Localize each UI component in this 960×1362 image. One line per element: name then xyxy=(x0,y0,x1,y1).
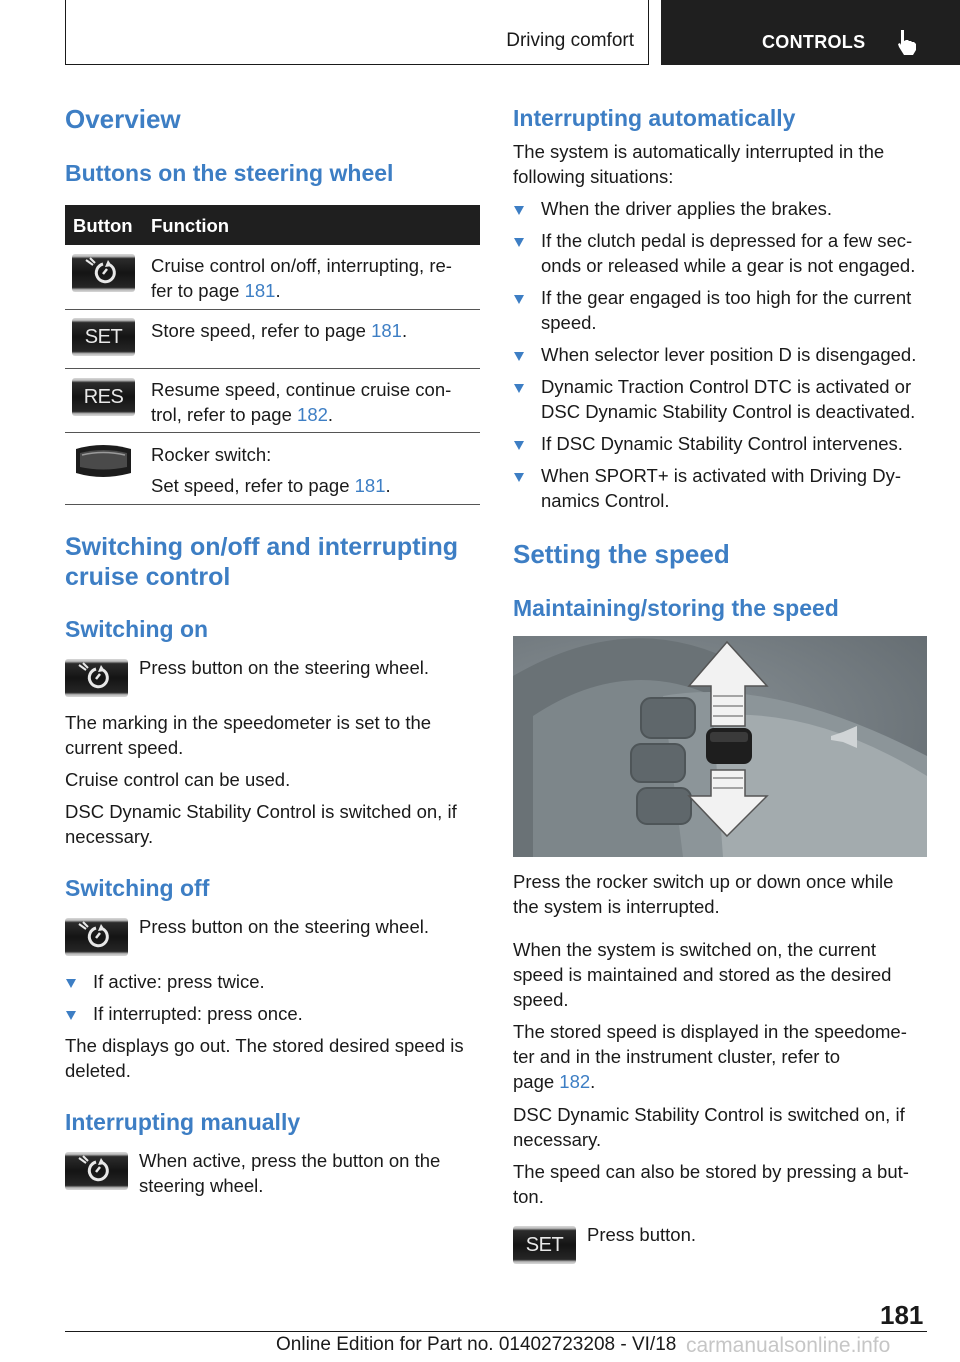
switching-off-bullet-2: If interrupted: press once. xyxy=(93,1003,303,1024)
cruise-control-icon xyxy=(72,254,135,292)
table-header xyxy=(65,205,480,245)
maintain-p5-line-1: The speed can also be stored by pressing a but- xyxy=(513,1161,909,1182)
maintaining-speed-heading: Maintaining/storing the speed xyxy=(513,595,839,621)
page-link-182[interactable]: 182 xyxy=(559,1071,591,1092)
auto-bullet-1: When the driver applies the brakes. xyxy=(541,198,833,219)
switching-on-p2: Cruise control can be used. xyxy=(65,769,291,790)
page-link-182[interactable]: 182 xyxy=(297,404,328,425)
header-controls-label: CONTROLS xyxy=(762,32,866,52)
header-section-title: Driving comfort xyxy=(506,30,634,51)
switching-off-p1-line-1: The displays go out. The stored desired speed is xyxy=(65,1035,464,1056)
buttons-heading: Buttons on the steering wheel xyxy=(65,160,394,186)
cruise-control-icon xyxy=(65,918,128,956)
overview-title: Overview xyxy=(65,104,181,134)
auto-bullet-6: If DSC Dynamic Stability Control intervenes. xyxy=(541,433,903,454)
auto-bullet-3-line-1: If the gear engaged is too high for the current xyxy=(541,287,912,308)
maintain-p3-line-2: ter and in the instrument cluster, refer to xyxy=(513,1046,840,1067)
footer-rule xyxy=(65,1331,927,1332)
bullet-triangle-icon xyxy=(514,473,524,482)
set-button: SET xyxy=(72,318,135,356)
maintain-p3-line-1: The stored speed is displayed in the speedome- xyxy=(513,1021,907,1042)
cruise-control-icon xyxy=(65,659,128,697)
header-controls-tab xyxy=(661,0,960,65)
table-divider xyxy=(65,368,480,369)
row-1-function-line-2: fer to page 181. xyxy=(151,280,281,301)
maintain-p4-line-1: DSC Dynamic Stability Control is switched on, if xyxy=(513,1104,905,1125)
maintain-p5-line-2: ton. xyxy=(513,1186,544,1207)
footer-edition: Online Edition for Part no. 01402723208 - VI/18 xyxy=(276,1334,677,1355)
page-link-181[interactable]: 181 xyxy=(244,280,276,301)
table-divider xyxy=(65,504,480,505)
row-3-function-line-2: trol, refer to page 182. xyxy=(151,404,334,425)
table-divider xyxy=(65,309,480,310)
auto-bullet-7-line-1: When SPORT+ is activated with Driving Dy- xyxy=(541,465,902,486)
table-col-button: Button xyxy=(73,215,133,236)
press-button-text: Press button. xyxy=(587,1224,697,1245)
row-3-function-line-1: Resume speed, continue cruise con- xyxy=(151,379,452,400)
switching-off-p1-line-2: deleted. xyxy=(65,1060,131,1081)
page-link-181[interactable]: 181 xyxy=(354,475,386,496)
auto-bullet-7-line-2: namics Control. xyxy=(541,490,670,511)
auto-intro-line-2: following situations: xyxy=(513,166,674,187)
interrupting-automatically-heading: Interrupting automatically xyxy=(513,105,796,131)
maintain-p2-line-3: speed. xyxy=(513,989,569,1010)
table-col-function: Function xyxy=(151,215,230,236)
watermark: carmanualsonline.info xyxy=(686,1334,891,1357)
header-section-box xyxy=(65,0,649,65)
page-number: 181 xyxy=(880,1300,924,1330)
auto-intro-line-1: The system is automatically interrupted in the xyxy=(513,141,885,162)
maintain-p4-line-2: necessary. xyxy=(513,1129,602,1150)
interrupting-manually-line-1: When active, press the button on the xyxy=(139,1150,441,1171)
table-divider xyxy=(65,432,480,433)
switching-on-p3-line-1: DSC Dynamic Stability Control is switched on, if xyxy=(65,801,457,822)
auto-bullet-5-line-1: Dynamic Traction Control DTC is activated or xyxy=(541,376,912,397)
row-2-function-line-1: Store speed, refer to page 181. xyxy=(151,320,408,341)
page-link-181[interactable]: 181 xyxy=(371,320,402,341)
maintain-p1-line-1: Press the rocker switch up or down once while xyxy=(513,871,894,892)
steering-wheel-photo xyxy=(513,636,927,857)
auto-bullet-4: When selector lever position D is disengaged. xyxy=(541,344,917,365)
bullet-triangle-icon xyxy=(514,441,524,450)
switching-title-line-1: Switching on/off and interrupting xyxy=(65,533,459,561)
row-4-function-line-2: Set speed, refer to page 181. xyxy=(151,475,391,496)
maintain-p2-line-1: When the system is switched on, the current xyxy=(513,939,876,960)
auto-bullet-2-line-1: If the clutch pedal is depressed for a few sec- xyxy=(541,230,913,251)
rocker-switch xyxy=(72,441,135,481)
switching-off-press: Press button on the steering wheel. xyxy=(139,916,430,937)
interrupting-manually-heading: Interrupting manually xyxy=(65,1109,301,1135)
switching-on-p1-line-1: The marking in the speedometer is set to the xyxy=(65,712,432,733)
bullet-triangle-icon xyxy=(514,295,524,304)
switching-off-heading: Switching off xyxy=(65,875,210,901)
res-button: RES xyxy=(72,378,135,416)
switching-off-bullet-1: If active: press twice. xyxy=(93,971,265,992)
auto-bullet-5-line-2: DSC Dynamic Stability Control is deactivated. xyxy=(541,401,916,422)
bullet-triangle-icon xyxy=(514,352,524,361)
switching-on-p1-line-2: current speed. xyxy=(65,737,184,758)
switching-on-press: Press button on the steering wheel. xyxy=(139,657,430,678)
maintain-p2-line-2: speed is maintained and stored as the desired xyxy=(513,964,892,985)
bullet-triangle-icon xyxy=(66,979,76,988)
maintain-p3-line-3: page 182. xyxy=(513,1071,596,1092)
bullet-triangle-icon xyxy=(514,238,524,247)
switching-on-p3-line-2: necessary. xyxy=(65,826,154,847)
bullet-triangle-icon xyxy=(514,384,524,393)
pointing-hand-icon xyxy=(895,28,921,56)
setting-speed-title: Setting the speed xyxy=(513,539,730,569)
row-4-function-line-1: Rocker switch: xyxy=(151,444,272,465)
maintain-p1-line-2: the system is interrupted. xyxy=(513,896,720,917)
auto-bullet-2-line-2: onds or released while a gear is not engaged. xyxy=(541,255,916,276)
cruise-control-icon xyxy=(65,1152,128,1190)
interrupting-manually-line-2: steering wheel. xyxy=(139,1175,264,1196)
switching-on-heading: Switching on xyxy=(65,616,209,642)
auto-bullet-3-line-2: speed. xyxy=(541,312,597,333)
bullet-triangle-icon xyxy=(514,206,524,215)
row-1-function-line-1: Cruise control on/off, interrupting, re- xyxy=(151,255,452,276)
set-button: SET xyxy=(513,1226,576,1264)
bullet-triangle-icon xyxy=(66,1011,76,1020)
switching-title-line-2: cruise control xyxy=(65,563,231,591)
